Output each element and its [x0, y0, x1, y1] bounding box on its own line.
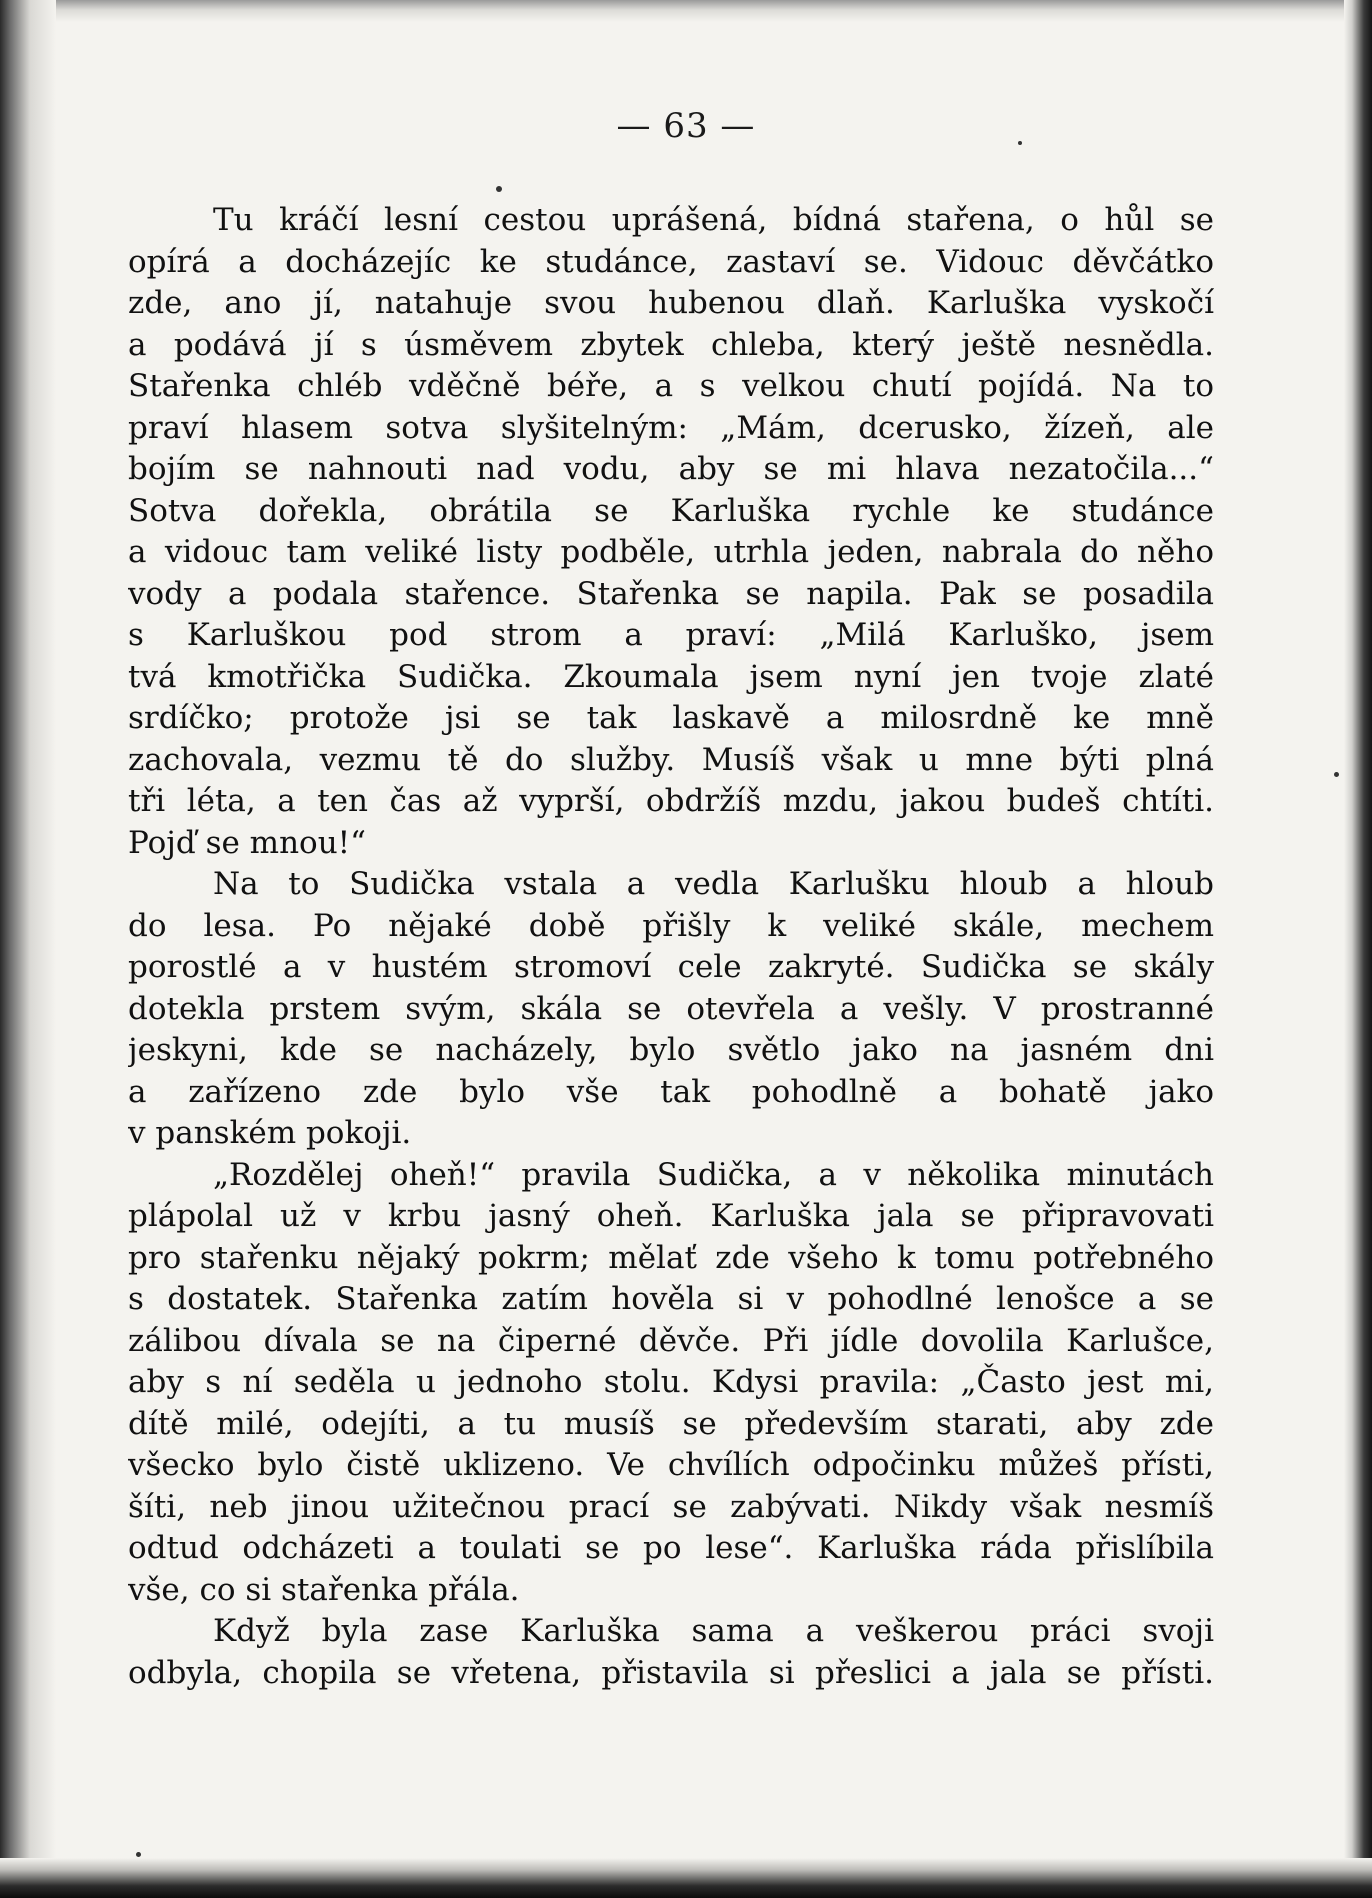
- text-line: Tu kráčí lesní cestou uprášená, bídná stařena, o hůl se: [213, 202, 1214, 238]
- text-line: všecko bylo čistě uklizeno. Ve chvílích odpočinku můžeš přísti,: [128, 1447, 1214, 1483]
- text-line: a vidouc tam veliké listy podběle, utrhla jeden, nabrala do něho: [128, 534, 1214, 570]
- text-line: odtud odcházeti a toulati se po lese“. Karluška ráda přislíbila: [128, 1530, 1214, 1566]
- text-line: zde, ano jí, natahuje svou hubenou dlaň. Karluška vyskočí: [128, 285, 1214, 321]
- body-text: [128, 200, 1214, 1694]
- page-right-edge-shadow: [1344, 0, 1372, 1898]
- text-line: Sotva dořekla, obrátila se Karluška rychle ke studánce: [128, 492, 1214, 529]
- text-line: dotekla prstem svým, skála se otevřela a vešly. V prostranné: [128, 990, 1214, 1027]
- text-line: tvá kmotřička Sudička. Zkoumala jsem nyní jen tvoje zlaté: [128, 658, 1214, 695]
- text-line: srdíčko; protože jsi se tak laskavě a milosrdně ke mně: [128, 700, 1214, 736]
- text-line: jeskyni, kde se nacházely, bylo světlo jako na jasném dni: [128, 1032, 1214, 1068]
- text-line: praví hlasem sotva slyšitelným: „Mám, dcerusko, žízeň, ale: [128, 409, 1214, 446]
- page-top-shadow: [0, 0, 1372, 22]
- ink-speck: [496, 186, 502, 192]
- text-line: vody a podala stařence. Stařenka se napila. Pak se posadila: [128, 575, 1214, 612]
- text-line: zálibou dívala se na čiperné děvče. Při jídle dovolila Karlušce,: [128, 1322, 1214, 1359]
- text-line: Když byla zase Karluška sama a veškerou práci svoji: [213, 1613, 1214, 1649]
- text-line: tři léta, a ten čas až vyprší, obdržíš mzdu, jakou budeš chtíti.: [128, 783, 1214, 819]
- text-line: „Rozdělej oheň!“ pravila Sudička, a v několika minutách: [213, 1156, 1214, 1193]
- text-line: vše, co si stařenka přála.: [128, 1571, 520, 1608]
- text-line: s dostatek. Stařenka zatím hověla si v pohodlné lenošce a se: [128, 1281, 1214, 1317]
- page-left-binding-shadow: [0, 0, 56, 1898]
- text-line: Stařenka chléb vděčně béře, a s velkou chutí pojídá. Na to: [128, 368, 1214, 404]
- ink-speck: [136, 1852, 141, 1857]
- text-line: porostlé a v hustém stromoví cele zakryté. Sudička se skály: [128, 949, 1214, 985]
- text-line: plápolal už v krbu jasný oheň. Karluška jala se připravovati: [128, 1198, 1214, 1234]
- page-bottom-edge-shadow: [0, 1858, 1372, 1898]
- text-line: zachovala, vezmu tě do služby. Musíš však u mne býti plná: [128, 741, 1214, 778]
- ink-speck: [1334, 772, 1339, 777]
- text-line: opírá a docházejíc ke studánce, zastaví se. Vidouc děvčátko: [128, 243, 1214, 280]
- text-line: a zařízeno zde bylo vše tak pohodlně a bohatě jako: [128, 1073, 1214, 1110]
- text-line: šíti, neb jinou užitečnou prací se zabývati. Nikdy však nesmíš: [128, 1488, 1214, 1525]
- text-line: odbyla, chopila se vřetena, přistavila si přeslici a jala se přísti.: [128, 1654, 1214, 1691]
- text-line: do lesa. Po nějaké době přišly k veliké skále, mechem: [128, 907, 1214, 944]
- text-line: v panském pokoji.: [128, 1115, 412, 1151]
- text-line: bojím se nahnouti nad vodu, aby se mi hlava nezatočila...“: [128, 451, 1214, 487]
- page-number: — 63 —: [616, 106, 756, 146]
- text-line: s Karluškou pod strom a praví: „Milá Karluško, jsem: [128, 617, 1214, 653]
- text-line: Na to Sudička vstala a vedla Karlušku hloub a hloub: [213, 866, 1214, 902]
- text-line: a podává jí s úsměvem zbytek chleba, který ještě nesnědla.: [128, 326, 1214, 363]
- text-line: pro stařenku nějaký pokrm; mělať zde všeho k tomu potřebného: [128, 1239, 1214, 1276]
- text-line: dítě milé, odejíti, a tu musíš se především starati, aby zde: [128, 1405, 1214, 1442]
- text-line: Pojď se mnou!“: [128, 824, 366, 861]
- text-line: aby s ní seděla u jednoho stolu. Kdysi pravila: „Často jest mi,: [128, 1364, 1214, 1400]
